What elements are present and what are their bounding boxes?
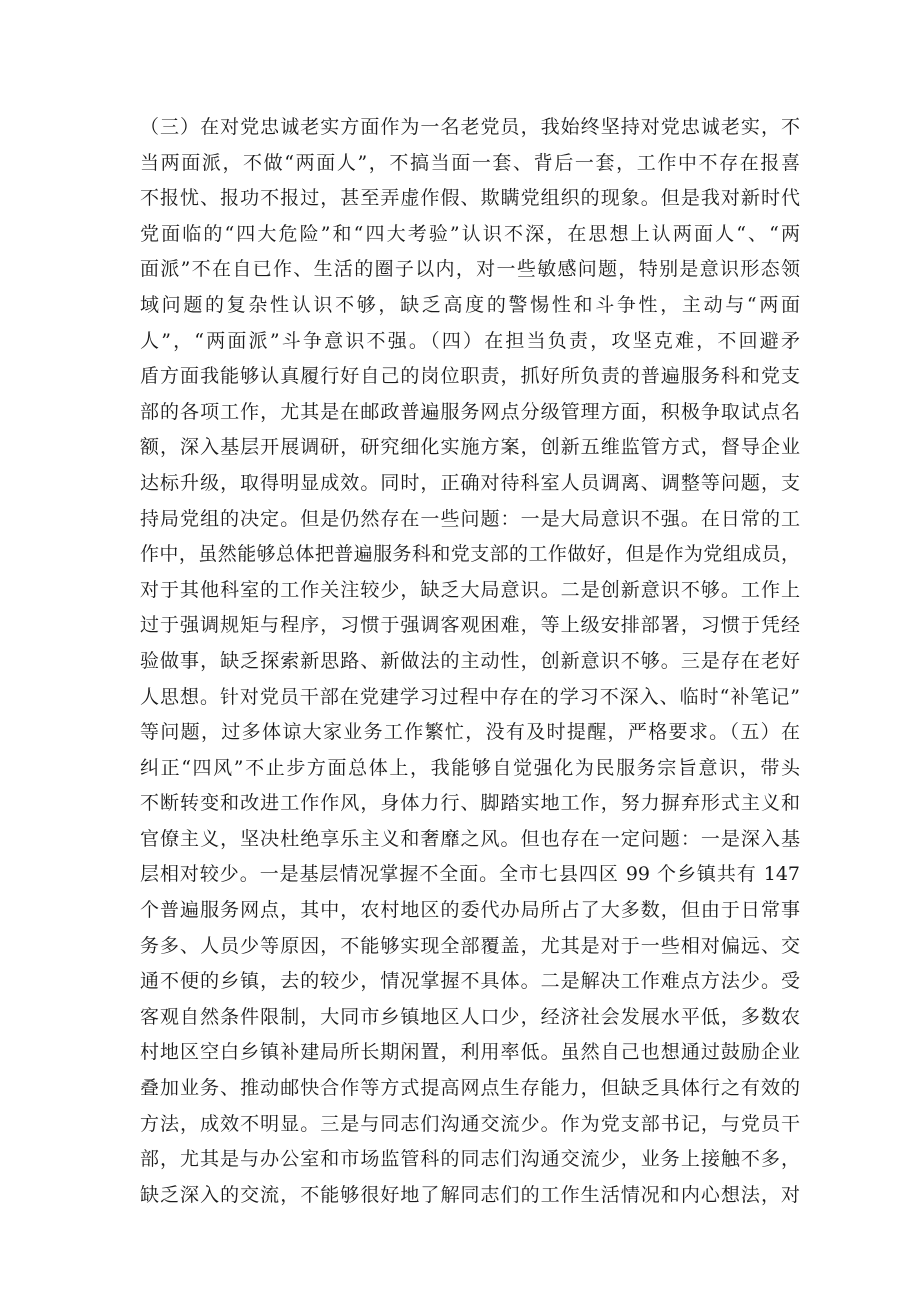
text-line: 叠加业务、推动邮快合作等方式提高网点生存能力，但缺乏具体行之有效的 [140, 1077, 800, 1100]
text-line: 方法，成效不明显。三是与同志们沟通交流少。作为党支部书记，与党员干 [140, 1112, 800, 1135]
text-line: 党面临的“四大危险”和“四大考验”认识不深，在思想上认两面人“、“两 [140, 222, 800, 245]
body-paragraph [140, 110, 800, 1213]
text-line: 达标升级，取得明显成效。同时，正确对待科室人员调离、调整等问题，支 [140, 471, 800, 494]
text-line: 部的各项工作，尤其是在邮政普遍服务网点分级管理方面，积极争取试点名 [140, 400, 800, 423]
text-line: 纠正“四风”不止步方面总体上，我能够自觉强化为民服务宗旨意识，带头 [140, 756, 800, 779]
text-line: 等问题，过多体谅大家业务工作繁忙，没有及时提醒，严格要求。（五）在 [140, 721, 800, 744]
text-line: 面派”不在自已作、生活的圈子以内，对一些敏感问题，特别是意识形态领 [140, 258, 800, 281]
text-line: 额，深入基层开展调研，研究细化实施方案，创新五维监管方式，督导企业 [140, 436, 800, 459]
text-line: 不断转变和改进工作作风，身体力行、脚踏实地工作，努力摒弃形式主义和 [140, 792, 800, 815]
text-line: （三）在对党忠诚老实方面作为一名老党员，我始终坚持对党忠诚老实，不 [140, 116, 800, 138]
text-line: 人”，“两面派”斗争意识不强。（四）在担当负责，攻坚克难，不回避矛 [140, 329, 800, 352]
text-line: 当两面派，不做“两面人”，不搞当面一套、背后一套，工作中不存在报喜 [140, 151, 800, 174]
text-line: 通不便的乡镇，去的较少，情况掌握不具体。二是解决工作难点方法少。受 [140, 970, 800, 993]
text-line: 盾方面我能够认真履行好自己的岗位职责，抓好所负责的普遍服务科和党支 [140, 365, 800, 388]
text-line: 层相对较少。一是基层情况掌握不全面。全市七县四区 99 个乡镇共有 147 [140, 863, 800, 886]
text-line: 对于其他科室的工作关注较少，缺乏大局意识。二是创新意识不够。工作上 [140, 578, 800, 601]
text-line: 部，尤其是与办公室和市场监管科的同志们沟通交流少，业务上接触不多， [140, 1148, 800, 1171]
text-line: 持局党组的决定。但是仍然存在一些问题：一是大局意识不强。在日常的工 [140, 507, 800, 530]
text-line: 人思想。针对党员干部在党建学习过程中存在的学习不深入、临时“补笔记” [140, 685, 800, 708]
text-line: 域问题的复杂性认识不够，缺乏高度的警惕性和斗争性，主动与“两面 [140, 293, 800, 316]
text-line: 村地区空白乡镇补建局所长期闲置，利用率低。虽然自己也想通过鼓励企业 [140, 1041, 800, 1064]
text-line: 缺乏深入的交流，不能够很好地了解同志们的工作生活情况和内心想法，对 [140, 1183, 800, 1206]
text-line: 客观自然条件限制，大同市乡镇地区人口少，经济社会发展水平低，多数农 [140, 1005, 800, 1028]
text-line: 过于强调规矩与程序，习惯于强调客观困难，等上级安排部署，习惯于凭经 [140, 614, 800, 637]
text-line: 作中，虽然能够总体把普遍服务科和党支部的工作做好，但是作为党组成员， [140, 543, 800, 566]
text-line: 个普遍服务网点，其中，农村地区的委代办局所占了大多数，但由于日常事 [140, 899, 800, 922]
text-line: 不报忧、报功不报过，甚至弄虚作假、欺瞒党组织的现象。但是我对新时代 [140, 187, 800, 210]
text-line: 验做事，缺乏探索新思路、新做法的主动性，创新意识不够。三是存在老好 [140, 649, 800, 672]
text-line: 务多、人员少等原因，不能够实现全部覆盖，尤其是对于一些相对偏远、交 [140, 934, 800, 957]
text-line: 官僚主义，坚决杜绝享乐主义和奢靡之风。但也存在一定问题：一是深入基 [140, 827, 800, 850]
